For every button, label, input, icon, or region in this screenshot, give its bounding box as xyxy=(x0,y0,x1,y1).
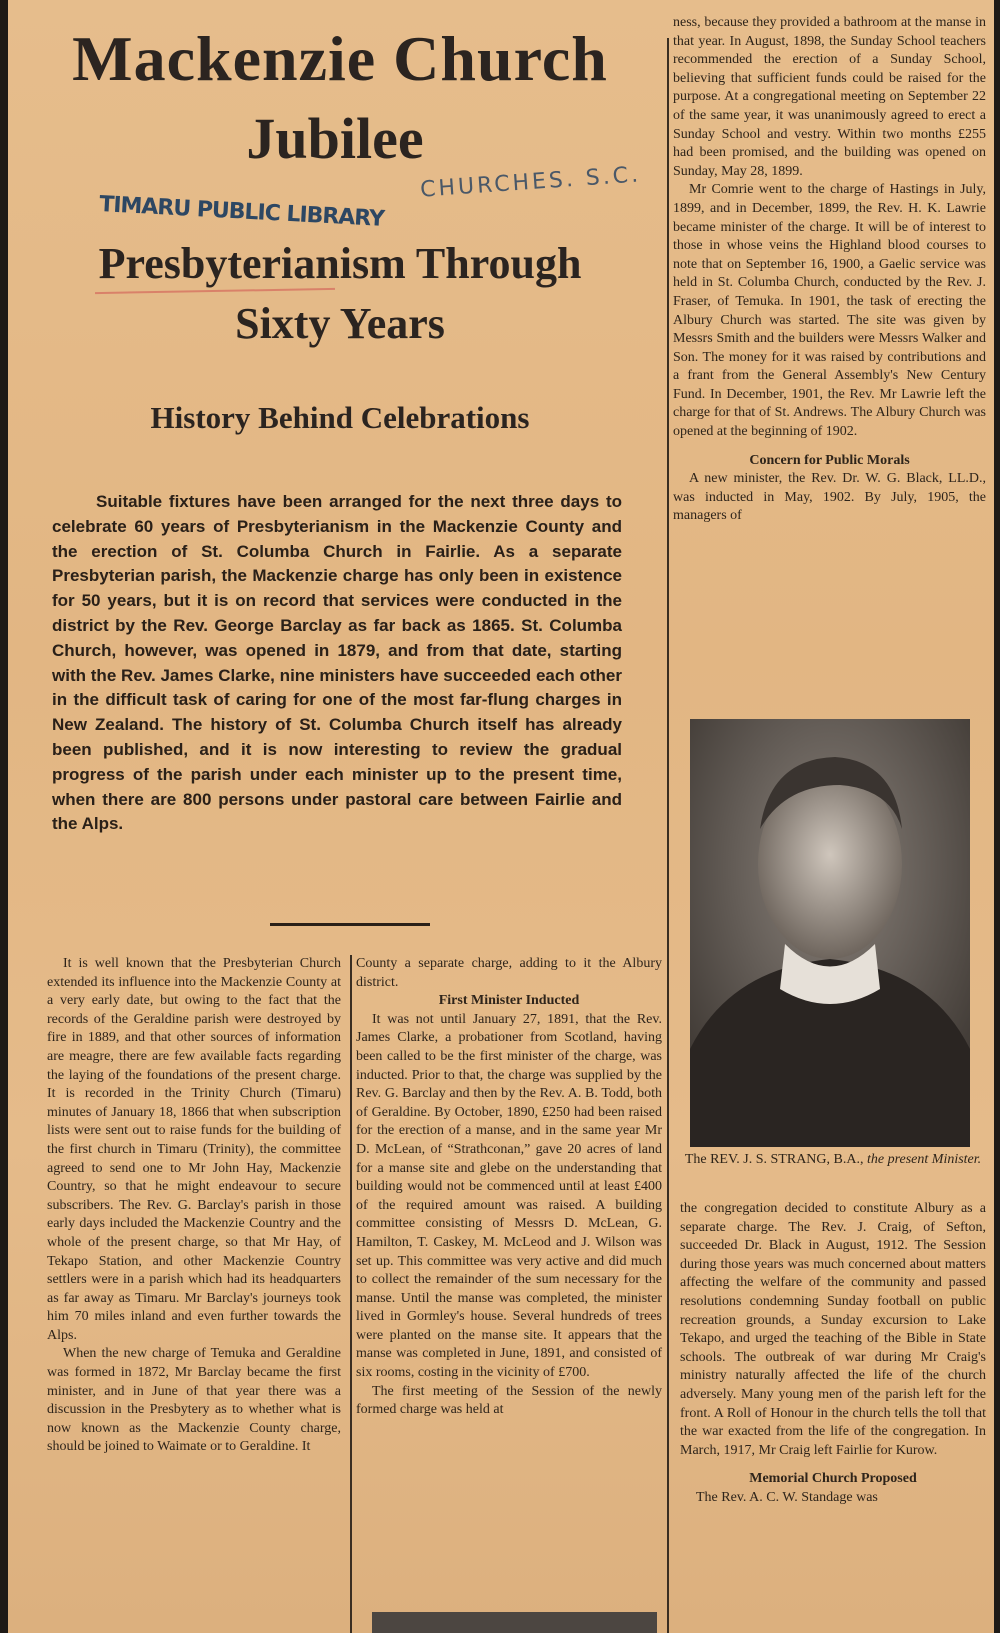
article-column-3 xyxy=(673,14,986,526)
paragraph: ness, because they provided a bathroom at the manse in that year. In August, 1898, the Sunday School teachers recommended the erection of a Sunday School, believing that sufficient funds could be raised for the purpose. At a congregational meeting on September 22 of the same year, it was unanimously agreed to erect a Sunday School and vestry. Within two months £255 had been promised, and the building was opened on Sunday, May 28, 1899. xyxy=(673,15,986,179)
section-heading: Memorial Church Proposed xyxy=(749,1471,917,1487)
library-stamp: TIMARU PUBLIC LIBRARY xyxy=(98,192,385,232)
article-column-3-continued xyxy=(680,1200,986,1508)
section-heading: First Minister Inducted xyxy=(438,993,580,1009)
paragraph: Mr Comrie went to the charge of Hastings in July, 1899, and in December, 1899, the Rev. H. K. Lawrie became minister of the charge. It will be of interest to those in whose veins the Highland blood courses to note that on September 16, 1900, a Gaelic service was held in St. Columba Church, conducted by the Rev. J. Fraser, of Temuka. In 1901, the task of erecting the Albury Church was started. The site was given by Messrs Smith and the builders were Messrs Walker and Son. The money for it was raised by contributions and a frant from the General Assembly's New Century Fund. In December, 1901, the Rev. Mr Lawrie left the charge for that of St. Andrews. The Albury Church was opened at the beginning of 1902. xyxy=(673,182,986,440)
paragraph: The first meeting of the Session of the newly formed charge was held at xyxy=(356,1383,662,1418)
column-divider xyxy=(667,38,669,1633)
intro-paragraph: Suitable fixtures have been arranged for the next three days to celebrate 60 years of Presbyterianism in the Mackenzie County and the erection of St. Columba Church in Fairlie. As a separate Presbyterian parish, the Mackenzie charge has only been in existence for 50 years, but it is on record that services were conducted in the district by the Rev. George Barclay as far back as 1865. St. Columba Church, however, was opened in 1879, and from that date, starting with the Rev. James Clarke, nine ministers have succeeded each other in the difficult task of caring for one of the most far-flung charges in New Zealand. The history of St. Columba Church itself has already been published, and it is now interesting to review the gradual progress of the parish under each minister up to the present time, when there are 800 persons under pastoral care between Fairlie and the Alps. xyxy=(52,492,622,834)
paragraph: When the new charge of Temuka and Geraldine was formed in 1872, Mr Barclay became the first minister, and in June of that year there was a discussion in the Presbytery as to whether what is now known as the Mackenzie County charge, should be joined to Waimate or to Geraldine. It xyxy=(47,1346,341,1455)
paragraph: It is well known that the Presbyterian Church extended its influence into the Mackenzie County at a very early date, but owing to the fact that the records of the Geraldine parish were destroyed by fire in 1889, and that other sources of information are meagre, there are few available facts regarding the laying of the foundations of the present charge. It is recorded in the Trinity Church (Timaru) minutes of January 18, 1866 that when subscription lists were sent out to raise funds for the building of the first church in Timaru (Trinity), the committee agreed to send one to Mr John Hay, Mackenzie Country, so that he might endeavour to secure subscribers. The Rev. G. Barclay's parish in those early days included the Mackenzie Country and the whole of the present charge, so that Mr Hay, of Tekapo Station, and other Mackenzie Country settlers were in a parish which had its headquarters as far away as Timaru. Mr Barclay's journeys took him 70 miles inland and even further towards the Alps. xyxy=(47,956,341,1343)
headline-line-1: Mackenzie Church xyxy=(72,23,608,94)
paragraph: the congregation decided to constitute Albury as a separate charge. The Rev. J. Craig, of Sefton, succeeded Dr. Black in August, 1912. The Session during those years was much concerned about matters affecting the welfare of the community and passed resolutions condemning Sunday football on public recreation grounds, a Sunday excursion to Lake Tekapo, and urged the teaching of the Bible in State schools. The outbreak of war during Mr Craig's ministry naturally affected the life of the church adversely. Many young men of the parish left for the front. A Roll of Honour in the church tells the toll that the war exacted from the life of the congregation. In March, 1917, Mr Craig left Fairlie for Kurow. xyxy=(680,1201,986,1458)
photo-partial xyxy=(372,1612,657,1633)
handwritten-note: CHURCHES. S.C. xyxy=(419,162,642,203)
section-heading: Concern for Public Morals xyxy=(749,452,910,468)
article-column-2 xyxy=(356,955,662,1420)
caption-role: the present Minister. xyxy=(866,1152,982,1167)
headline-line-4: Sixty Years xyxy=(235,299,445,348)
column-divider xyxy=(350,955,352,1633)
paragraph: A new minister, the Rev. Dr. W. G. Black, LL.D., was inducted in May, 1902. By July, 1905, the managers of xyxy=(673,471,986,524)
photo-caption xyxy=(680,1150,986,1169)
paragraph: It was not until January 27, 1891, that the Rev. James Clarke, a probationer from Scotland, having been called to be the first minister of the charge, was inducted. Prior to that, the charge was supplied by the Rev. G. Barclay and then by the Rev. A. B. Todd, both of Geraldine. By October, 1890, £250 had been raised for the erection of a manse, and in the same year Mr D. McLean, of “Strathconan,” gave 20 acres of land for a manse site and glebe on the understanding that building would not be commenced until at least £400 of the required amount was raised. A building committee consisting of Messrs D. McLean, G. Hamilton, T. Caskey, M. McLeod and J. Wilson was set up. This committee was very active and did much to collect the remainder of the sum necessary for the manse. Until the manse was completed, the minister lived in Gormley's house. Several hundreds of trees were planted on the manse site. It appears that the manse was completed in June, 1891, and consisted of six rooms, costing in the vicinity of £700. xyxy=(356,1011,662,1381)
paragraph: The Rev. A. C. W. Standage was xyxy=(696,1489,878,1505)
divider-rule xyxy=(270,923,430,926)
caption-name: The REV. J. S. STRANG, B.A., xyxy=(684,1152,864,1167)
portrait-image xyxy=(690,719,970,1147)
subheadline: History Behind Celebrations xyxy=(150,400,530,435)
paragraph: County a separate charge, adding to it the Albury district. xyxy=(356,956,662,990)
headline-line-3: Presbyterianism Through xyxy=(98,239,582,288)
headline-line-2: Jubilee xyxy=(246,106,424,171)
article-column-1 xyxy=(47,955,341,1457)
minister-portrait-photo xyxy=(690,719,970,1147)
